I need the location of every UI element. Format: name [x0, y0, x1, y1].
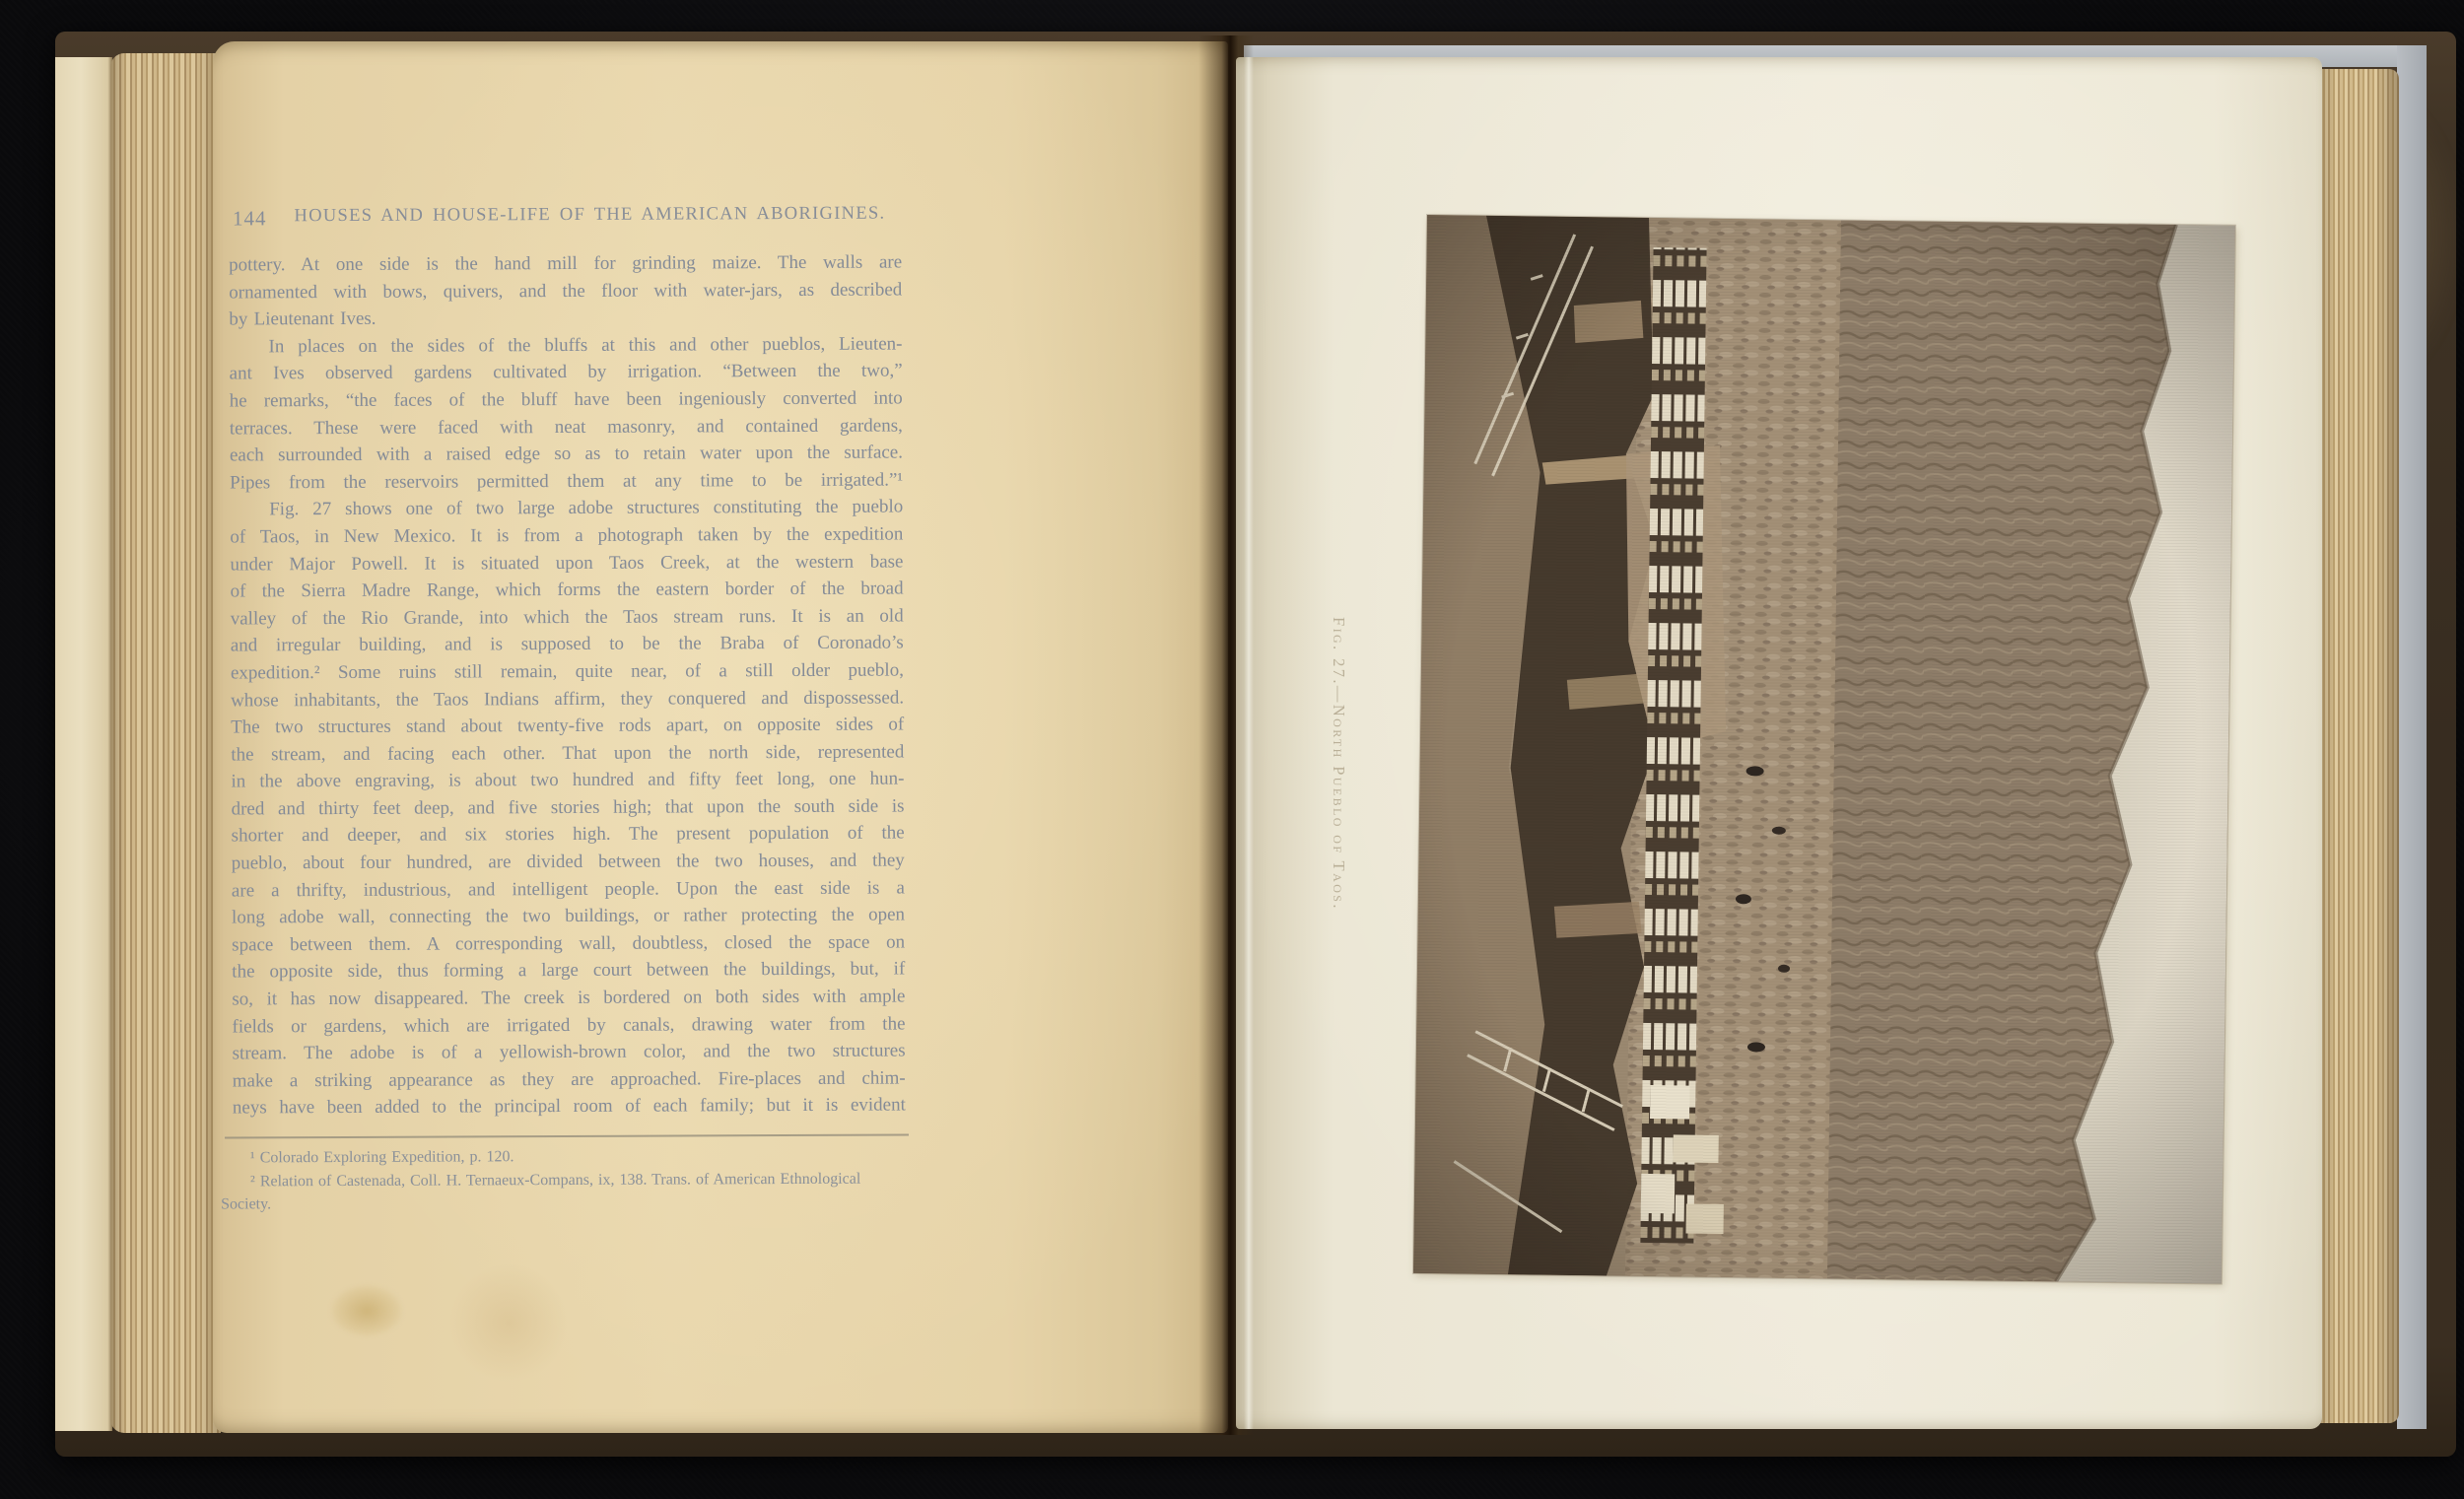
text-line: expedition.² Some ruins still remain, quite near, of a still older pueblo,: [230, 659, 904, 684]
plate-photo-north-pueblo-of-taos: [1413, 215, 2235, 1284]
text-line: under Major Powell. It is situated upon Taos Creek, at the western base: [230, 551, 904, 576]
text-line: so, it has now disappeared. The creek is bordered on both sides with ample: [232, 986, 906, 1010]
text-line: the stream, and facing each other. That upon the north side, represented: [231, 741, 905, 766]
text-line: pottery. At one side is the hand mill for grinding maize. The walls are: [229, 251, 903, 276]
paragraph-2: [229, 330, 903, 497]
text-line: ornamented with bows, quivers, and the floor with water-jars, as described: [229, 279, 903, 304]
right-page: [1236, 57, 2322, 1429]
text-line: ant Ives observed gardens cultivated by irrigation. “Between the two,”: [229, 360, 903, 384]
text-line: shorter and deeper, and six stories high. The present population of the: [231, 822, 905, 847]
text-line: stream. The adobe is of a yellowish-brown color, and the two structures: [232, 1040, 906, 1064]
page-curl-highlight: [1244, 57, 1254, 1429]
text-line: of the Sierra Madre Range, which forms the eastern border of the broad: [230, 578, 904, 602]
text-line: neys have been added to the principal room of each family; but it is evident: [232, 1094, 906, 1119]
running-head: [231, 203, 904, 231]
text-line: dred and thirty feet deep, and five stories high; that upon the south side is: [231, 795, 905, 820]
text-line: by Lieutenant Ives.: [229, 308, 376, 330]
left-page-edge-stack: [110, 53, 221, 1433]
text-line: fields or gardens, which are irrigated by canals, drawing water from the: [232, 1013, 906, 1038]
text-line: make a striking appearance as they are approached. Fire-places and chim-: [232, 1067, 906, 1092]
footnote-2: ² Relation of Castenada, Coll. H. Ternaeux-Compans, ix, 138. Trans. of American Ethnological Society.: [221, 1170, 861, 1213]
paper-stain: [331, 1285, 402, 1336]
text-line: space between them. A corresponding wall, doubtless, closed the space on: [232, 931, 906, 956]
plate-photo-art: [1413, 215, 2235, 1284]
text-line: Pipes from the reservoirs permitted them at any time to be irrigated.”¹: [230, 469, 904, 494]
page-number: 144: [232, 206, 267, 231]
text-line: long adobe wall, connecting the two buildings, or rather protecting the open: [231, 904, 906, 928]
paragraph-1: [229, 249, 902, 334]
footnote-1: ¹ Colorado Exploring Expedition, p. 120.: [249, 1148, 514, 1167]
text-line: are a thrifty, industrious, and intelligent people. Upon the east side is a: [231, 877, 905, 902]
text-line: each surrounded with a raised edge so as to retain water upon the surface.: [229, 442, 904, 466]
text-line: valley of the Rio Grande, into which the Taos stream runs. It is an old: [230, 605, 904, 630]
text-line: whose inhabitants, the Taos Indians affirm, they conquered and dispossessed.: [231, 687, 905, 711]
right-page-edge-stack: [2320, 69, 2399, 1423]
endpaper-right-edge: [2397, 45, 2427, 1429]
plate-caption: Fig. 27.—North Pueblo of Taos.: [1330, 617, 1348, 911]
text-line: In places on the sides of the bluffs at this and other pueblos, Lieuten-: [268, 333, 903, 358]
footnotes: [221, 1143, 911, 1216]
text-line: The two structures stand about twenty-five rods apart, on opposite sides of: [231, 714, 905, 738]
running-title: HOUSES AND HOUSE-LIFE OF THE AMERICAN ABORIGINES.: [294, 203, 886, 227]
text-line: of Taos, in New Mexico. It is from a photograph taken by the expedition: [230, 523, 904, 548]
left-flyleaf-edge: [55, 57, 112, 1431]
text-line: in the above engraving, is about two hundred and fifty feet long, one hun-: [231, 768, 905, 792]
text-line: terraces. These were faced with neat masonry, and contained gardens,: [229, 415, 903, 440]
text-line: pueblo, about four hundred, are divided between the two houses, and they: [231, 850, 905, 874]
body-text: [229, 249, 906, 1123]
text-line: he remarks, “the faces of the bluff have been ingeniously converted into: [229, 387, 903, 412]
text-line: Fig. 27 shows one of two large adobe structures constituting the pueblo: [269, 496, 904, 520]
text-line: and irregular building, and is supposed to be the Braba of Coronado’s: [230, 632, 904, 656]
text-line: the opposite side, thus forming a large court between the buildings, but, if: [232, 958, 906, 983]
paragraph-3: [230, 494, 906, 1123]
